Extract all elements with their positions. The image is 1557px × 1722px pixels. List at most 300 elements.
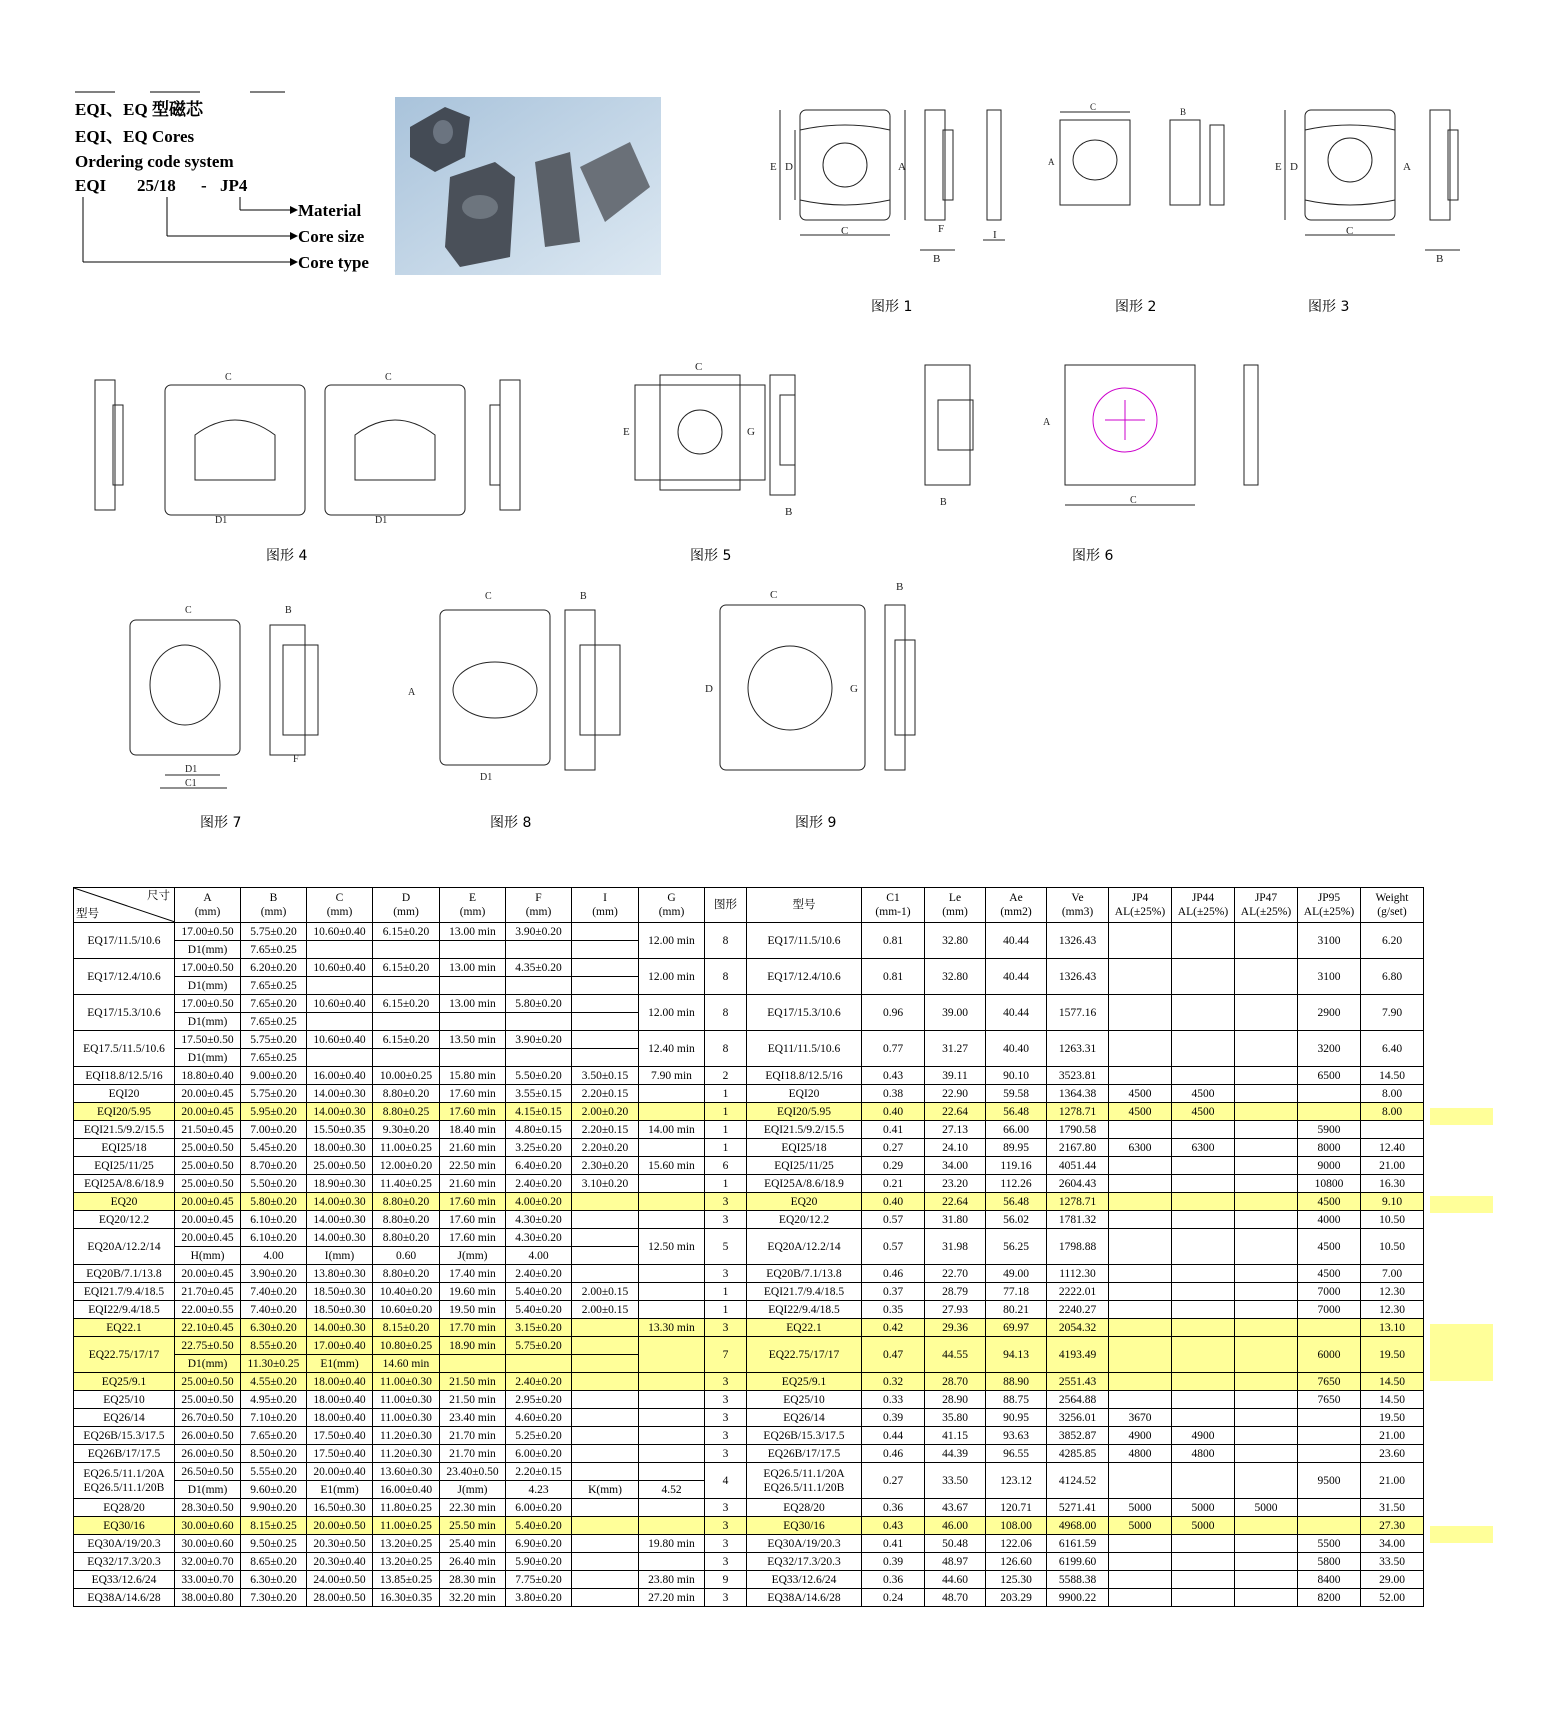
dim-A: 22.10±0.45	[175, 1319, 241, 1337]
dim-E: 28.30 min	[440, 1571, 506, 1589]
dim-A: 17.00±0.50	[175, 995, 241, 1013]
svg-text:A: A	[1403, 161, 1411, 173]
prop-JP95: 10800	[1298, 1175, 1361, 1193]
dim-A: 18.80±0.40	[175, 1067, 241, 1085]
prop-JP47	[1235, 1103, 1298, 1121]
prop-Le: 22.70	[925, 1265, 986, 1283]
dim-F: 4.60±0.20	[506, 1409, 572, 1427]
dim-G: 12.00 min	[639, 995, 705, 1031]
prop-Ve: 2240.27	[1047, 1301, 1109, 1319]
dim-G: 7.90 min	[639, 1067, 705, 1085]
prop-JP4: 3670	[1109, 1409, 1172, 1427]
prop-Ae: 80.21	[986, 1301, 1047, 1319]
code-type: EQI	[75, 176, 107, 195]
prop-JP95: 8200	[1298, 1589, 1361, 1607]
prop-C1: 0.37	[862, 1283, 925, 1301]
dim-I: 2.20±0.20	[572, 1139, 639, 1157]
dim-A: 25.00±0.50	[175, 1139, 241, 1157]
prop-JP44	[1172, 1301, 1235, 1319]
prop-JP47	[1235, 1085, 1298, 1103]
prop-JP47	[1235, 1427, 1298, 1445]
dim-A: 25.00±0.50	[175, 1391, 241, 1409]
dim-B: 7.30±0.20	[241, 1589, 307, 1607]
dim-F: 5.40±0.20	[506, 1517, 572, 1535]
dim-G	[639, 1409, 705, 1427]
dim-G: 19.80 min	[639, 1535, 705, 1553]
empty-cell	[572, 1247, 639, 1265]
prop-W: 34.00	[1361, 1535, 1424, 1553]
dim-A: 21.50±0.45	[175, 1121, 241, 1139]
svg-text:D1: D1	[375, 515, 388, 525]
prop-JP47	[1235, 995, 1298, 1031]
prop-Le: 31.27	[925, 1031, 986, 1067]
prop-Ve: 4051.44	[1047, 1157, 1109, 1175]
dim-B: 6.20±0.20	[241, 959, 307, 977]
dim-F: 4.30±0.20	[506, 1211, 572, 1229]
table-row	[74, 923, 1424, 941]
prop-JP47	[1235, 1571, 1298, 1589]
dim-C: 14.00±0.30	[307, 1229, 373, 1247]
prop-JP4	[1109, 1571, 1172, 1589]
prop-W: 27.30	[1361, 1517, 1424, 1535]
prop-C1: 0.46	[862, 1265, 925, 1283]
dim-G: 27.20 min	[639, 1589, 705, 1607]
figure-9-drawing	[700, 580, 930, 790]
prop-W: 7.90	[1361, 995, 1424, 1031]
prop-Le: 48.70	[925, 1589, 986, 1607]
highlight-extension	[1430, 1196, 1493, 1213]
header-F: F (mm)	[506, 888, 572, 923]
dim-F: 2.40±0.20	[506, 1265, 572, 1283]
prop-Le: 28.70	[925, 1373, 986, 1391]
prop-JP44	[1172, 1031, 1235, 1067]
core-name: EQ32/17.3/20.3	[74, 1553, 175, 1571]
svg-text:E: E	[1275, 161, 1282, 173]
model-name: EQ20B/7.1/13.8	[747, 1265, 862, 1283]
svg-text:C1: C1	[185, 778, 197, 789]
prop-Le: 28.79	[925, 1283, 986, 1301]
prop-Le: 31.98	[925, 1229, 986, 1265]
prop-Ae: 93.63	[986, 1427, 1047, 1445]
svg-text:E: E	[623, 426, 630, 438]
sub-cell: 9.60±0.20	[241, 1481, 307, 1499]
prop-JP95: 5500	[1298, 1535, 1361, 1553]
prop-JP44	[1172, 1265, 1235, 1283]
dim-D: 9.30±0.20	[373, 1121, 440, 1139]
model-name: EQI25/11/25	[747, 1157, 862, 1175]
prop-Ae: 96.55	[986, 1445, 1047, 1463]
dim-C: 15.50±0.35	[307, 1121, 373, 1139]
prop-C1: 0.77	[862, 1031, 925, 1067]
prop-Le: 39.11	[925, 1067, 986, 1085]
prop-Le: 27.93	[925, 1301, 986, 1319]
dim-E: 17.70 min	[440, 1319, 506, 1337]
empty-cell	[440, 941, 506, 959]
figure-number: 3	[705, 1445, 747, 1463]
dim-E: 23.40 min	[440, 1409, 506, 1427]
prop-JP44: 5000	[1172, 1499, 1235, 1517]
prop-JP4	[1109, 1229, 1172, 1265]
prop-JP95	[1298, 1409, 1361, 1427]
table-row	[74, 1211, 1424, 1229]
dim-C: 18.50±0.30	[307, 1301, 373, 1319]
prop-W: 14.50	[1361, 1373, 1424, 1391]
header-JP4: JP4 AL(±25%)	[1109, 888, 1172, 923]
table-row	[74, 1445, 1424, 1463]
prop-Ae: 90.10	[986, 1067, 1047, 1085]
sub-cell: 4.23	[506, 1481, 572, 1499]
dim-D: 13.85±0.25	[373, 1571, 440, 1589]
prop-C1: 0.81	[862, 959, 925, 995]
prop-C1: 0.39	[862, 1409, 925, 1427]
dim-I	[572, 995, 639, 1013]
dim-I	[572, 1553, 639, 1571]
dim-C: 16.50±0.30	[307, 1499, 373, 1517]
prop-JP47	[1235, 1535, 1298, 1553]
sub-cell: 0.60	[373, 1247, 440, 1265]
prop-JP4	[1109, 1337, 1172, 1373]
prop-Ve: 4968.00	[1047, 1517, 1109, 1535]
figure-number: 3	[705, 1517, 747, 1535]
empty-cell	[373, 1049, 440, 1067]
prop-Ae: 77.18	[986, 1283, 1047, 1301]
prop-C1: 0.43	[862, 1067, 925, 1085]
dim-G	[639, 1427, 705, 1445]
prop-Le: 24.10	[925, 1139, 986, 1157]
svg-text:B: B	[285, 605, 292, 616]
dim-D: 8.15±0.20	[373, 1319, 440, 1337]
prop-JP47	[1235, 1409, 1298, 1427]
table-row	[74, 1103, 1424, 1121]
sub-cell: 4.00	[506, 1247, 572, 1265]
sub-cell: 4.00	[241, 1247, 307, 1265]
prop-Ve: 1278.71	[1047, 1193, 1109, 1211]
dim-F: 4.30±0.20	[506, 1229, 572, 1247]
svg-text:C: C	[1090, 102, 1097, 112]
prop-JP4	[1109, 1553, 1172, 1571]
svg-text:D: D	[1290, 161, 1298, 173]
core-name: EQ26/14	[74, 1409, 175, 1427]
prop-JP47	[1235, 1121, 1298, 1139]
caption-fig9: 图形 9	[795, 815, 837, 831]
model-name: EQI18.8/12.5/16	[747, 1067, 862, 1085]
prop-C1: 0.42	[862, 1319, 925, 1337]
prop-W: 8.00	[1361, 1103, 1424, 1121]
dim-G	[639, 1085, 705, 1103]
header-JP44: JP44 AL(±25%)	[1172, 888, 1235, 923]
prop-Le: 28.90	[925, 1391, 986, 1409]
model-name: EQ30/16	[747, 1517, 862, 1535]
model-name: EQ26/14	[747, 1409, 862, 1427]
model-name: EQ17/11.5/10.6	[747, 923, 862, 959]
prop-JP4	[1109, 1283, 1172, 1301]
table-row	[74, 1535, 1424, 1553]
table-row	[74, 959, 1424, 977]
dim-A: 26.70±0.50	[175, 1409, 241, 1427]
dim-E: 21.60 min	[440, 1175, 506, 1193]
prop-Ve: 4193.49	[1047, 1337, 1109, 1373]
prop-Ve: 2564.88	[1047, 1391, 1109, 1409]
prop-JP4: 4900	[1109, 1427, 1172, 1445]
dim-F: 4.00±0.20	[506, 1193, 572, 1211]
core-name: EQ17/11.5/10.6	[74, 923, 175, 959]
dim-I	[572, 923, 639, 941]
empty-cell	[307, 941, 373, 959]
dim-A: 26.50±0.50	[175, 1463, 241, 1481]
prop-JP4	[1109, 1121, 1172, 1139]
dim-E: 21.70 min	[440, 1427, 506, 1445]
core-name: EQ30/16	[74, 1517, 175, 1535]
prop-Ve: 6199.60	[1047, 1553, 1109, 1571]
prop-Ve: 2604.43	[1047, 1175, 1109, 1193]
core-name: EQ26.5/11.1/20A EQ26.5/11.1/20B	[74, 1463, 175, 1499]
prop-JP95: 2900	[1298, 995, 1361, 1031]
header-weight: Weight (g/set)	[1361, 888, 1424, 923]
prop-Le: 32.80	[925, 923, 986, 959]
prop-JP47	[1235, 1337, 1298, 1373]
prop-JP95: 4500	[1298, 1193, 1361, 1211]
core-spec-table	[73, 887, 1424, 1607]
prop-Le: 39.00	[925, 995, 986, 1031]
dim-B: 5.50±0.20	[241, 1175, 307, 1193]
dim-I	[572, 1535, 639, 1553]
dim-E: 18.40 min	[440, 1121, 506, 1139]
dim-C: 17.50±0.40	[307, 1445, 373, 1463]
empty-cell	[572, 1049, 639, 1067]
figure-number: 1	[705, 1103, 747, 1121]
model-name: EQ20	[747, 1193, 862, 1211]
sub-label: D1(mm)	[175, 1049, 241, 1067]
prop-JP47	[1235, 1031, 1298, 1067]
prop-JP44	[1172, 995, 1235, 1031]
dim-F: 3.15±0.20	[506, 1319, 572, 1337]
dim-D: 10.00±0.25	[373, 1067, 440, 1085]
figure-number: 1	[705, 1175, 747, 1193]
prop-Ae: 123.12	[986, 1463, 1047, 1499]
dim-F: 5.90±0.20	[506, 1553, 572, 1571]
prop-JP4: 4500	[1109, 1103, 1172, 1121]
dim-A: 17.00±0.50	[175, 959, 241, 977]
prop-Le: 43.67	[925, 1499, 986, 1517]
model-name: EQ30A/19/20.3	[747, 1535, 862, 1553]
model-name: EQI21.7/9.4/18.5	[747, 1283, 862, 1301]
dim-B: 7.40±0.20	[241, 1301, 307, 1319]
dim-I: 3.50±0.15	[572, 1067, 639, 1085]
prop-JP44: 5000	[1172, 1517, 1235, 1535]
dim-G	[639, 1391, 705, 1409]
table-row	[74, 1193, 1424, 1211]
model-name: EQI22/9.4/18.5	[747, 1301, 862, 1319]
dim-E: 25.40 min	[440, 1535, 506, 1553]
prop-Ae: 40.44	[986, 923, 1047, 959]
sub-label: D1(mm)	[175, 941, 241, 959]
core-name: EQI22/9.4/18.5	[74, 1301, 175, 1319]
model-name: EQI25/18	[747, 1139, 862, 1157]
prop-JP4	[1109, 1391, 1172, 1409]
table-row	[74, 1085, 1424, 1103]
prop-JP95	[1298, 1103, 1361, 1121]
core-name: EQ20/12.2	[74, 1211, 175, 1229]
dim-I: 2.00±0.15	[572, 1283, 639, 1301]
dim-D: 11.00±0.30	[373, 1409, 440, 1427]
prop-W: 12.40	[1361, 1139, 1424, 1157]
prop-Ae: 88.90	[986, 1373, 1047, 1391]
empty-cell	[440, 1049, 506, 1067]
prop-JP95: 9000	[1298, 1157, 1361, 1175]
prop-JP44	[1172, 1175, 1235, 1193]
dim-E: 26.40 min	[440, 1553, 506, 1571]
prop-JP4	[1109, 1265, 1172, 1283]
prop-Ve: 2551.43	[1047, 1373, 1109, 1391]
prop-W: 29.00	[1361, 1571, 1424, 1589]
dim-G	[639, 1517, 705, 1535]
prop-Ae: 56.02	[986, 1211, 1047, 1229]
prop-JP47	[1235, 923, 1298, 959]
svg-text:A: A	[1048, 157, 1055, 167]
model-name: EQ17/12.4/10.6	[747, 959, 862, 995]
sub-value: 7.65±0.25	[241, 977, 307, 995]
dim-I	[572, 1409, 639, 1427]
svg-text:B: B	[785, 506, 793, 518]
prop-C1: 0.27	[862, 1463, 925, 1499]
empty-cell	[440, 1013, 506, 1031]
prop-JP44	[1172, 1391, 1235, 1409]
prop-Ae: 40.40	[986, 1031, 1047, 1067]
core-name: EQ25/9.1	[74, 1373, 175, 1391]
table-row	[74, 1589, 1424, 1607]
prop-Ae: 203.29	[986, 1589, 1047, 1607]
svg-text:C: C	[841, 225, 849, 237]
prop-C1: 0.96	[862, 995, 925, 1031]
dim-B: 6.30±0.20	[241, 1571, 307, 1589]
dim-B: 6.30±0.20	[241, 1319, 307, 1337]
prop-JP47	[1235, 959, 1298, 995]
dim-D: 13.20±0.25	[373, 1535, 440, 1553]
svg-text:C: C	[770, 589, 778, 601]
prop-W: 21.00	[1361, 1427, 1424, 1445]
table-row	[74, 1067, 1424, 1085]
prop-W: 12.30	[1361, 1301, 1424, 1319]
dim-F: 6.00±0.20	[506, 1445, 572, 1463]
prop-Ae: 56.25	[986, 1229, 1047, 1265]
dim-G: 12.00 min	[639, 959, 705, 995]
model-name: EQ22.75/17/17	[747, 1337, 862, 1373]
core-name: EQ20B/7.1/13.8	[74, 1265, 175, 1283]
dim-C: 17.50±0.40	[307, 1427, 373, 1445]
title-en: EQI、EQ Cores	[75, 127, 195, 146]
prop-JP4	[1109, 1157, 1172, 1175]
prop-C1: 0.27	[862, 1139, 925, 1157]
prop-C1: 0.41	[862, 1121, 925, 1139]
figure-6-drawing	[880, 355, 1280, 520]
prop-Le: 48.97	[925, 1553, 986, 1571]
prop-JP95: 4500	[1298, 1229, 1361, 1265]
prop-Ae: 88.75	[986, 1391, 1047, 1409]
dim-C: 10.60±0.40	[307, 923, 373, 941]
table-row	[74, 1499, 1424, 1517]
table-header-row	[74, 888, 1424, 923]
prop-JP4: 4800	[1109, 1445, 1172, 1463]
prop-C1: 0.35	[862, 1301, 925, 1319]
dim-I	[572, 1571, 639, 1589]
dim-C: 14.00±0.30	[307, 1211, 373, 1229]
dim-G	[639, 1139, 705, 1157]
prop-Ve: 9900.22	[1047, 1589, 1109, 1607]
dim-G	[639, 1337, 705, 1373]
dim-E: 19.60 min	[440, 1283, 506, 1301]
prop-C1: 0.41	[862, 1535, 925, 1553]
dim-G	[639, 1265, 705, 1283]
svg-text:I: I	[993, 229, 997, 241]
prop-JP47	[1235, 1589, 1298, 1607]
dim-B: 6.10±0.20	[241, 1211, 307, 1229]
dim-E: 17.40 min	[440, 1265, 506, 1283]
prop-Ae: 108.00	[986, 1517, 1047, 1535]
prop-Ve: 3256.01	[1047, 1409, 1109, 1427]
prop-Ae: 49.00	[986, 1265, 1047, 1283]
caption-fig1: 图形 1	[871, 299, 913, 315]
prop-JP4: 5000	[1109, 1499, 1172, 1517]
dim-A: 28.30±0.50	[175, 1499, 241, 1517]
prop-JP95: 9500	[1298, 1463, 1361, 1499]
model-name: EQ20/12.2	[747, 1211, 862, 1229]
model-name: EQ20A/12.2/14	[747, 1229, 862, 1265]
prop-Le: 23.20	[925, 1175, 986, 1193]
prop-JP47	[1235, 1301, 1298, 1319]
dim-B: 5.80±0.20	[241, 1193, 307, 1211]
sub-label: D1(mm)	[175, 1013, 241, 1031]
dim-E: 32.20 min	[440, 1589, 506, 1607]
dim-D: 11.00±0.30	[373, 1373, 440, 1391]
prop-Le: 22.64	[925, 1193, 986, 1211]
prop-Ve: 1577.16	[1047, 995, 1109, 1031]
dim-G	[639, 1463, 705, 1481]
prop-Ve: 4124.52	[1047, 1463, 1109, 1499]
svg-text:A: A	[1043, 417, 1051, 428]
header-G: G (mm)	[639, 888, 705, 923]
prop-C1: 0.81	[862, 923, 925, 959]
highlight-extension	[1430, 1526, 1493, 1543]
prop-JP47	[1235, 1175, 1298, 1193]
svg-text:D1: D1	[185, 764, 198, 775]
prop-W: 10.50	[1361, 1229, 1424, 1265]
dim-F: 6.00±0.20	[506, 1499, 572, 1517]
core-name: EQI20	[74, 1085, 175, 1103]
dim-C: 20.30±0.50	[307, 1535, 373, 1553]
svg-text:D1: D1	[215, 515, 228, 525]
dim-B: 5.75±0.20	[241, 923, 307, 941]
dim-G: 23.80 min	[639, 1571, 705, 1589]
ordering-lines	[70, 85, 330, 275]
prop-Le: 41.15	[925, 1427, 986, 1445]
sub-cell: J(mm)	[440, 1481, 506, 1499]
prop-W: 6.40	[1361, 1031, 1424, 1067]
prop-JP4: 6300	[1109, 1139, 1172, 1157]
dim-F: 3.90±0.20	[506, 923, 572, 941]
prop-C1: 0.40	[862, 1103, 925, 1121]
code-material: JP4	[220, 176, 248, 195]
dim-I	[572, 1211, 639, 1229]
dim-C: 17.00±0.40	[307, 1337, 373, 1355]
prop-C1: 0.39	[862, 1553, 925, 1571]
prop-JP47	[1235, 1283, 1298, 1301]
prop-Ae: 126.60	[986, 1553, 1047, 1571]
sub-cell: J(mm)	[440, 1247, 506, 1265]
model-name: EQ26B/15.3/17.5	[747, 1427, 862, 1445]
figure-number: 3	[705, 1373, 747, 1391]
dim-G: 12.50 min	[639, 1229, 705, 1265]
svg-text:C: C	[385, 372, 392, 383]
